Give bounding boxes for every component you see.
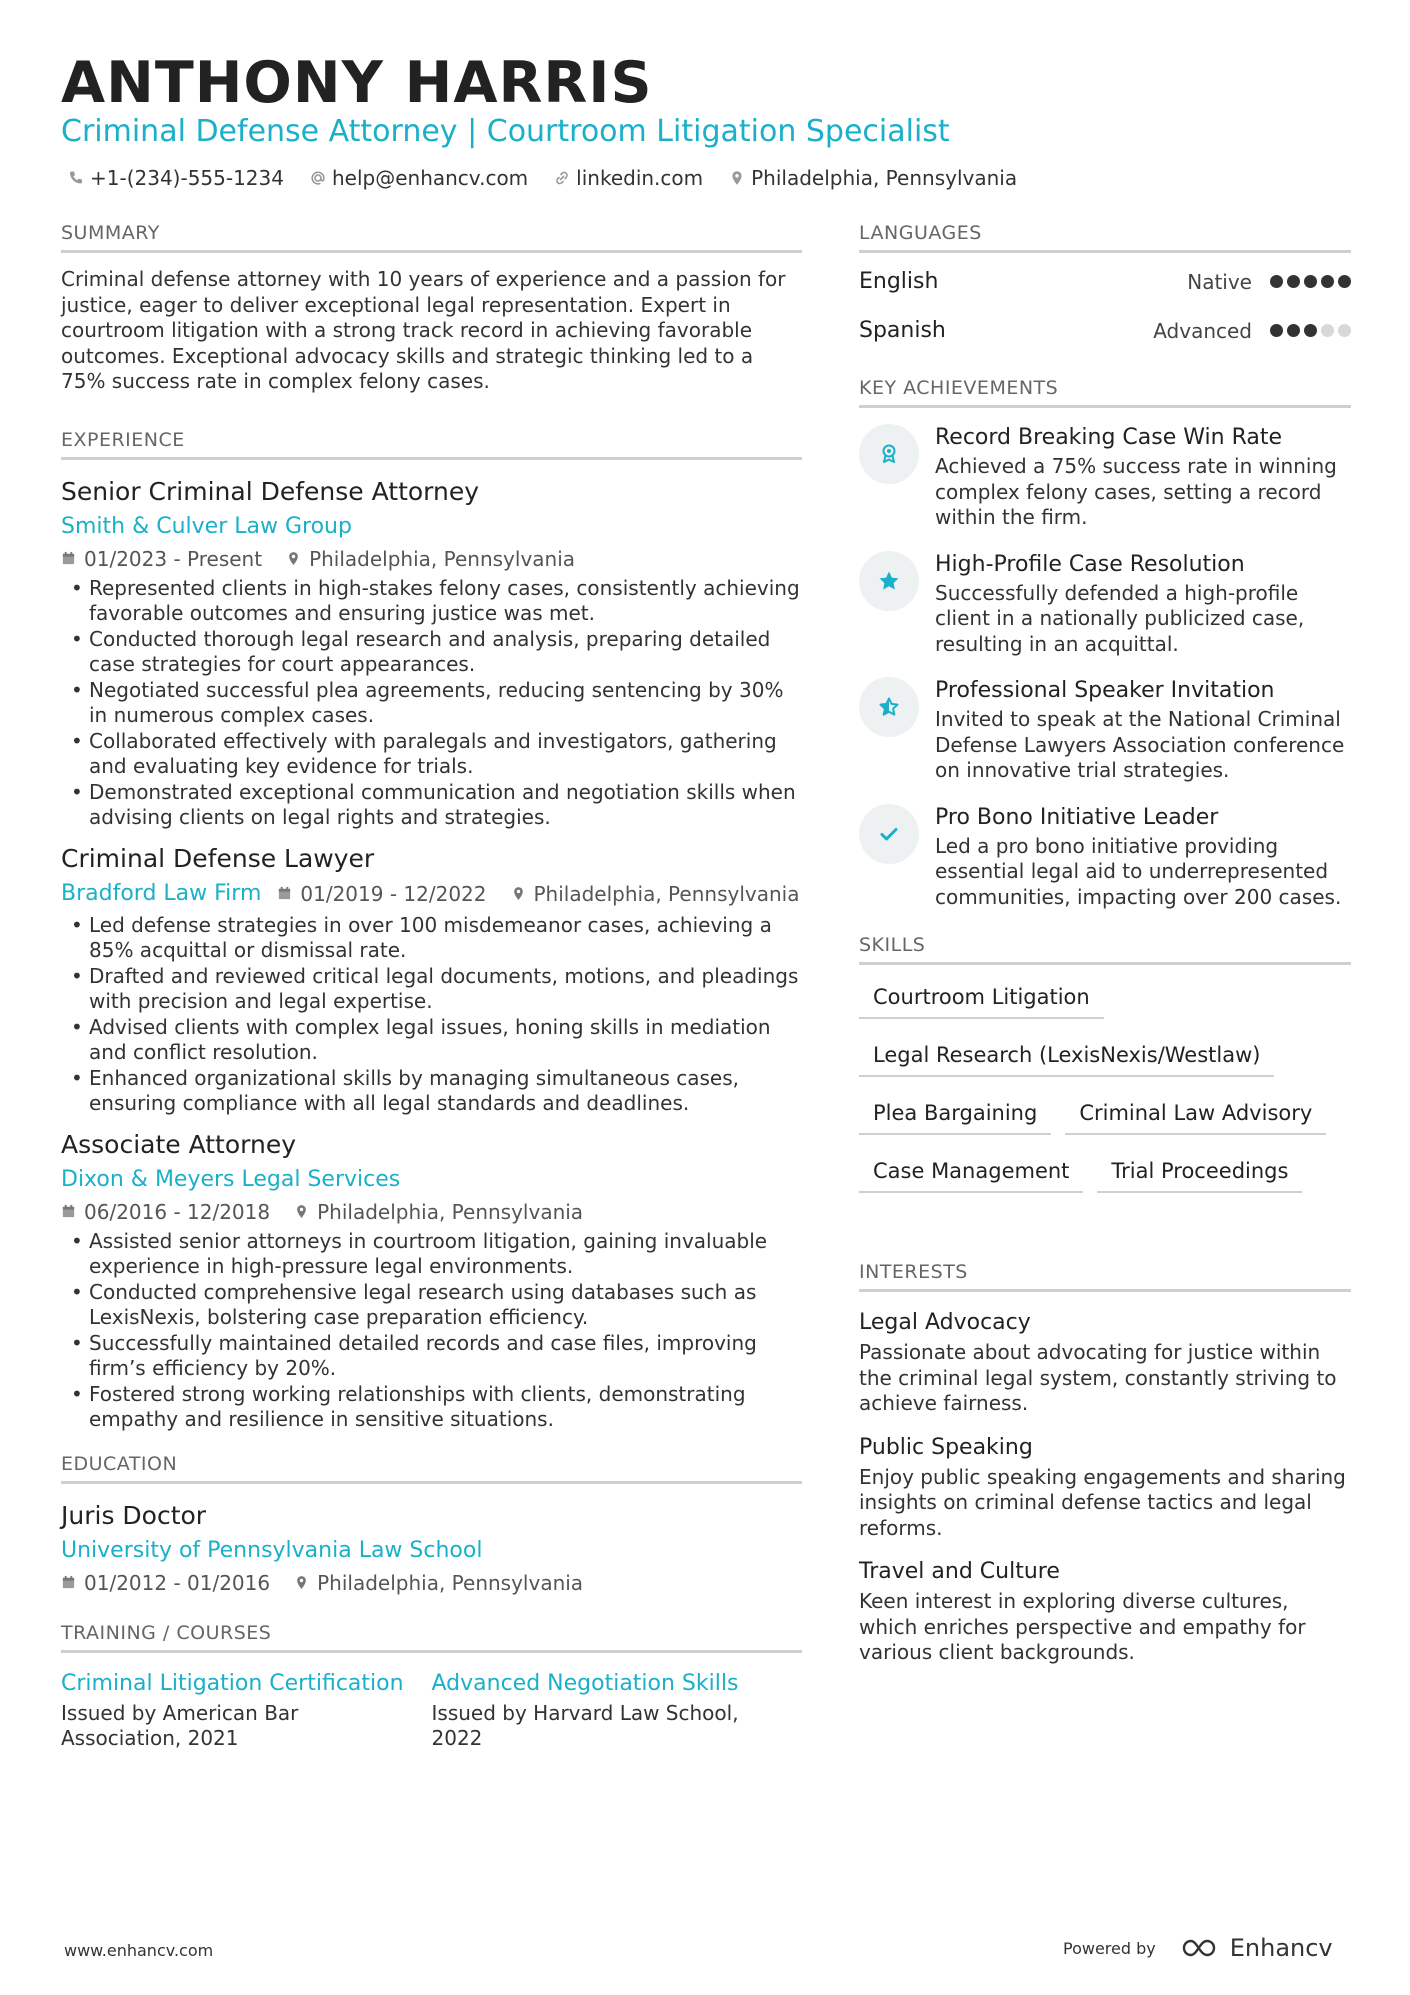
achievement-text: Successfully defended a high-profile client in a nationally publicized case, resulting in an acquittal. [935, 580, 1305, 656]
location-text: Philadelphia, Pennsylvania [751, 166, 1018, 190]
bullet-item: • Demonstrated exceptional communication and negotiation skills when advising clients on legal rights and strategies. [61, 780, 802, 831]
bullet-item: • Successfully maintained detailed records and case files, improving firm’s efficiency by 20%. [61, 1331, 802, 1382]
job-title: Associate Attorney [61, 1129, 297, 1159]
training-heading: TRAINING / COURSES [61, 1622, 802, 1653]
location-pin-icon [294, 1204, 309, 1219]
achievement-content [935, 802, 1351, 911]
skill-tag: Legal Research (LexisNexis/Westlaw) [859, 1037, 1274, 1077]
achievement-item [859, 802, 1351, 911]
degree-title: Juris Doctor [61, 1500, 207, 1530]
job-location [286, 544, 575, 574]
interest-text: Enjoy public speaking engagements and sharing insights on criminal defense tactics and legal reforms. [859, 1464, 1346, 1540]
job-dates [61, 1197, 270, 1227]
rating-dot-filled [1287, 324, 1300, 337]
job-bullets [61, 913, 802, 1117]
interest-item [859, 1431, 1351, 1542]
achievement-text: Achieved a 75% success rate in winning complex felony cases, setting a record within the firm. [935, 454, 1337, 529]
email-text: help@enhancv.com [331, 166, 529, 190]
company-name: Dixon & Meyers Legal Services [61, 1166, 401, 1192]
interest-text: Keen interest in exploring diverse cultures, which enriches perspective and empathy for various client backgrounds. [859, 1589, 1306, 1664]
check-icon [877, 822, 901, 846]
job-dates [61, 544, 262, 574]
achievement-icon-badge [859, 424, 919, 484]
location-pin-icon [729, 170, 745, 186]
calendar-icon [61, 551, 76, 566]
rating-dot-filled [1321, 275, 1334, 288]
website-text: linkedin.com [576, 166, 704, 190]
skill-tag: Courtroom Litigation [859, 979, 1104, 1019]
interest-item [859, 1306, 1351, 1417]
job-location-text: Philadelphia, Pennsylvania [309, 546, 576, 571]
brand-name: Enhancv [1229, 1934, 1333, 1962]
language-row [859, 306, 1351, 355]
interests-heading: INTERESTS [859, 1261, 1351, 1292]
experience-heading: EXPERIENCE [61, 429, 802, 460]
languages-section [859, 222, 1351, 355]
star-outline-icon [877, 695, 901, 719]
rating-dot-filled [1304, 275, 1317, 288]
bullet-item: • Drafted and reviewed critical legal documents, motions, and pleadings with precision and legal expertise. [61, 964, 802, 1015]
languages-heading: LANGUAGES [859, 222, 1351, 253]
job-location [294, 1197, 583, 1227]
brand-logo[interactable] [1180, 1934, 1333, 1962]
job-entry [61, 1127, 802, 1433]
skill-tag: Case Management [859, 1153, 1083, 1193]
skill-tag: Trial Proceedings [1097, 1153, 1302, 1193]
experience-section [61, 429, 802, 1433]
rating-dot-filled [1304, 324, 1317, 337]
job-bullets [61, 1229, 802, 1433]
language-rating [1266, 275, 1351, 288]
achievement-content [935, 549, 1351, 658]
achievement-title: High-Profile Case Resolution [935, 551, 1245, 577]
training-section [61, 1622, 802, 1752]
interest-item [859, 1555, 1351, 1666]
interest-text: Passionate about advocating for justice within the criminal legal system, constantly striving to achieve fairness. [859, 1340, 1337, 1415]
achievement-item [859, 549, 1351, 658]
course-issuer: Issued by American Bar Association, 2021 [61, 1700, 299, 1750]
job-dates-text: 01/2023 - Present [84, 546, 263, 571]
candidate-name: ANTHONY HARRIS [61, 50, 653, 116]
language-proficiency [1187, 270, 1351, 294]
rating-dot-empty [1321, 324, 1334, 337]
education-location-text: Philadelphia, Pennsylvania [317, 1570, 584, 1595]
course-item [61, 1667, 432, 1752]
course-item [432, 1667, 803, 1752]
skills-list [859, 979, 1351, 1211]
language-row [859, 257, 1351, 306]
skill-tag: Plea Bargaining [859, 1095, 1051, 1135]
course-title: Advanced Negotiation Skills [431, 1670, 739, 1696]
language-name: Spanish [859, 318, 946, 343]
right-column [859, 222, 1351, 1680]
achievements-section [859, 377, 1351, 910]
bullet-item: • Led defense strategies in over 100 misdemeanor cases, achieving a 85% acquittal or dismissal rate. [61, 913, 802, 964]
school-name: University of Pennsylvania Law School [61, 1537, 483, 1563]
left-column [61, 222, 802, 1752]
education-section [61, 1453, 802, 1598]
bullet-item: • Collaborated effectively with paralegals and investigators, gathering and evaluating key evidence for trials. [61, 729, 802, 780]
skills-section [859, 934, 1351, 1211]
bullet-item: • Conducted comprehensive legal research using databases such as LexisNexis, bolstering case preparation efficiency. [61, 1280, 802, 1331]
bullet-item: • Negotiated successful plea agreements, reducing sentencing by 30% in numerous complex cases. [61, 678, 802, 729]
star-icon [877, 569, 901, 593]
achievement-text: Invited to speak at the National Criminal Defense Lawyers Association conference on innovative trial strategies. [935, 707, 1345, 782]
achievement-content [935, 422, 1351, 531]
skills-heading: SKILLS [859, 934, 1351, 965]
rating-dot-empty [1338, 324, 1351, 337]
achievement-title: Professional Speaker Invitation [935, 678, 1275, 703]
at-sign-icon [310, 170, 326, 186]
calendar-icon [61, 1204, 76, 1219]
education-dates [61, 1568, 270, 1598]
achievement-title: Record Breaking Case Win Rate [935, 425, 1283, 450]
achievements-heading: KEY ACHIEVEMENTS [859, 377, 1351, 408]
location-pin-icon [286, 551, 301, 566]
phone-icon [68, 170, 84, 186]
contact-website[interactable] [554, 166, 703, 190]
job-entry [61, 474, 802, 831]
contact-phone [68, 166, 284, 190]
job-meta-inline [61, 877, 802, 911]
job-meta [61, 1197, 802, 1227]
contact-bar [68, 166, 1043, 190]
company-name: Bradford Law Firm [61, 880, 262, 906]
award-icon [877, 442, 901, 466]
rating-dot-filled [1270, 324, 1283, 337]
bullet-item: • Conducted thorough legal research and analysis, preparing detailed case strategies for court appearances. [61, 627, 802, 678]
summary-text: Criminal defense attorney with 10 years of experience and a passion for justice, eager to deliver exceptional legal representation. Expert in courtroom litigation with a strong track record in achieving favorable outcomes. Exceptional advocacy skills and strategic thinking led to a 75% success rate in complex felony cases. [61, 267, 786, 393]
summary-section [61, 222, 802, 395]
language-proficiency [1153, 319, 1351, 343]
rating-dot-filled [1270, 275, 1283, 288]
powered-by-label: Powered by [1063, 1938, 1156, 1958]
calendar-icon [61, 1575, 76, 1590]
achievement-item [859, 675, 1351, 784]
education-location [294, 1568, 583, 1598]
phone-text: +1-(234)-555-1234 [90, 166, 284, 190]
education-dates-text: 01/2012 - 01/2016 [84, 1570, 271, 1595]
language-rating [1266, 324, 1351, 337]
job-location [511, 879, 800, 909]
achievement-icon-badge [859, 551, 919, 611]
interest-title: Public Speaking [859, 1434, 1033, 1460]
job-location-text: Philadelphia, Pennsylvania [317, 1199, 584, 1224]
job-dates-text: 01/2019 - 12/2022 [300, 881, 487, 906]
achievement-icon-badge [859, 804, 919, 864]
achievement-content [935, 675, 1351, 784]
interest-title: Legal Advocacy [859, 1310, 1031, 1335]
job-meta [277, 879, 799, 909]
candidate-headline: Criminal Defense Attorney | Courtroom Litigation Specialist [61, 114, 950, 149]
location-pin-icon [511, 886, 526, 901]
course-list [61, 1667, 802, 1752]
language-level: Native [1187, 269, 1252, 294]
enhancv-logo-icon [1180, 1936, 1224, 1960]
job-bullets [61, 576, 802, 831]
achievement-item [859, 422, 1351, 531]
job-title: Criminal Defense Lawyer [61, 843, 375, 873]
language-name: English [859, 269, 939, 294]
achievement-text: Led a pro bono initiative providing essential legal aid to underrepresented communities, impacting over 200 cases. [935, 833, 1342, 909]
course-title: Criminal Litigation Certification [61, 1670, 404, 1696]
achievement-icon-badge [859, 677, 919, 737]
rating-dot-filled [1287, 275, 1300, 288]
skill-tag: Criminal Law Advisory [1065, 1095, 1326, 1135]
company-name: Smith & Culver Law Group [61, 513, 352, 539]
summary-heading: SUMMARY [61, 222, 802, 253]
job-entry [61, 841, 802, 1117]
bullet-item: • Fostered strong working relationships with clients, demonstrating empathy and resilience in sensitive situations. [61, 1382, 802, 1433]
job-location-text: Philadelphia, Pennsylvania [533, 881, 800, 906]
education-meta [61, 1568, 802, 1598]
job-title: Senior Criminal Defense Attorney [61, 476, 480, 506]
contact-location [729, 166, 1017, 190]
interests-section [859, 1261, 1351, 1666]
calendar-icon [277, 886, 292, 901]
job-meta [61, 544, 802, 574]
contact-email[interactable] [310, 166, 528, 190]
language-level: Advanced [1153, 318, 1252, 343]
achievement-title: Pro Bono Initiative Leader [935, 804, 1219, 830]
footer-website[interactable]: www.enhancv.com [64, 1941, 214, 1960]
bullet-item: • Represented clients in high-stakes felony cases, consistently achieving favorable outcomes and ensuring justice was met. [61, 576, 802, 627]
bullet-item: • Enhanced organizational skills by managing simultaneous cases, ensuring compliance with all legal standards and deadlines. [61, 1066, 802, 1117]
location-pin-icon [294, 1575, 309, 1590]
interest-title: Travel and Culture [859, 1559, 1060, 1584]
education-heading: EDUCATION [61, 1453, 802, 1484]
job-dates-text: 06/2016 - 12/2018 [84, 1199, 271, 1224]
bullet-item: • Advised clients with complex legal issues, honing skills in mediation and conflict resolution. [61, 1015, 802, 1066]
bullet-item: • Assisted senior attorneys in courtroom litigation, gaining invaluable experience in high-pressure legal environments. [61, 1229, 802, 1280]
footer-branding [1063, 1934, 1333, 1962]
job-dates [277, 879, 486, 909]
rating-dot-filled [1338, 275, 1351, 288]
link-icon [554, 170, 570, 186]
course-issuer: Issued by Harvard Law School, 2022 [431, 1700, 739, 1750]
